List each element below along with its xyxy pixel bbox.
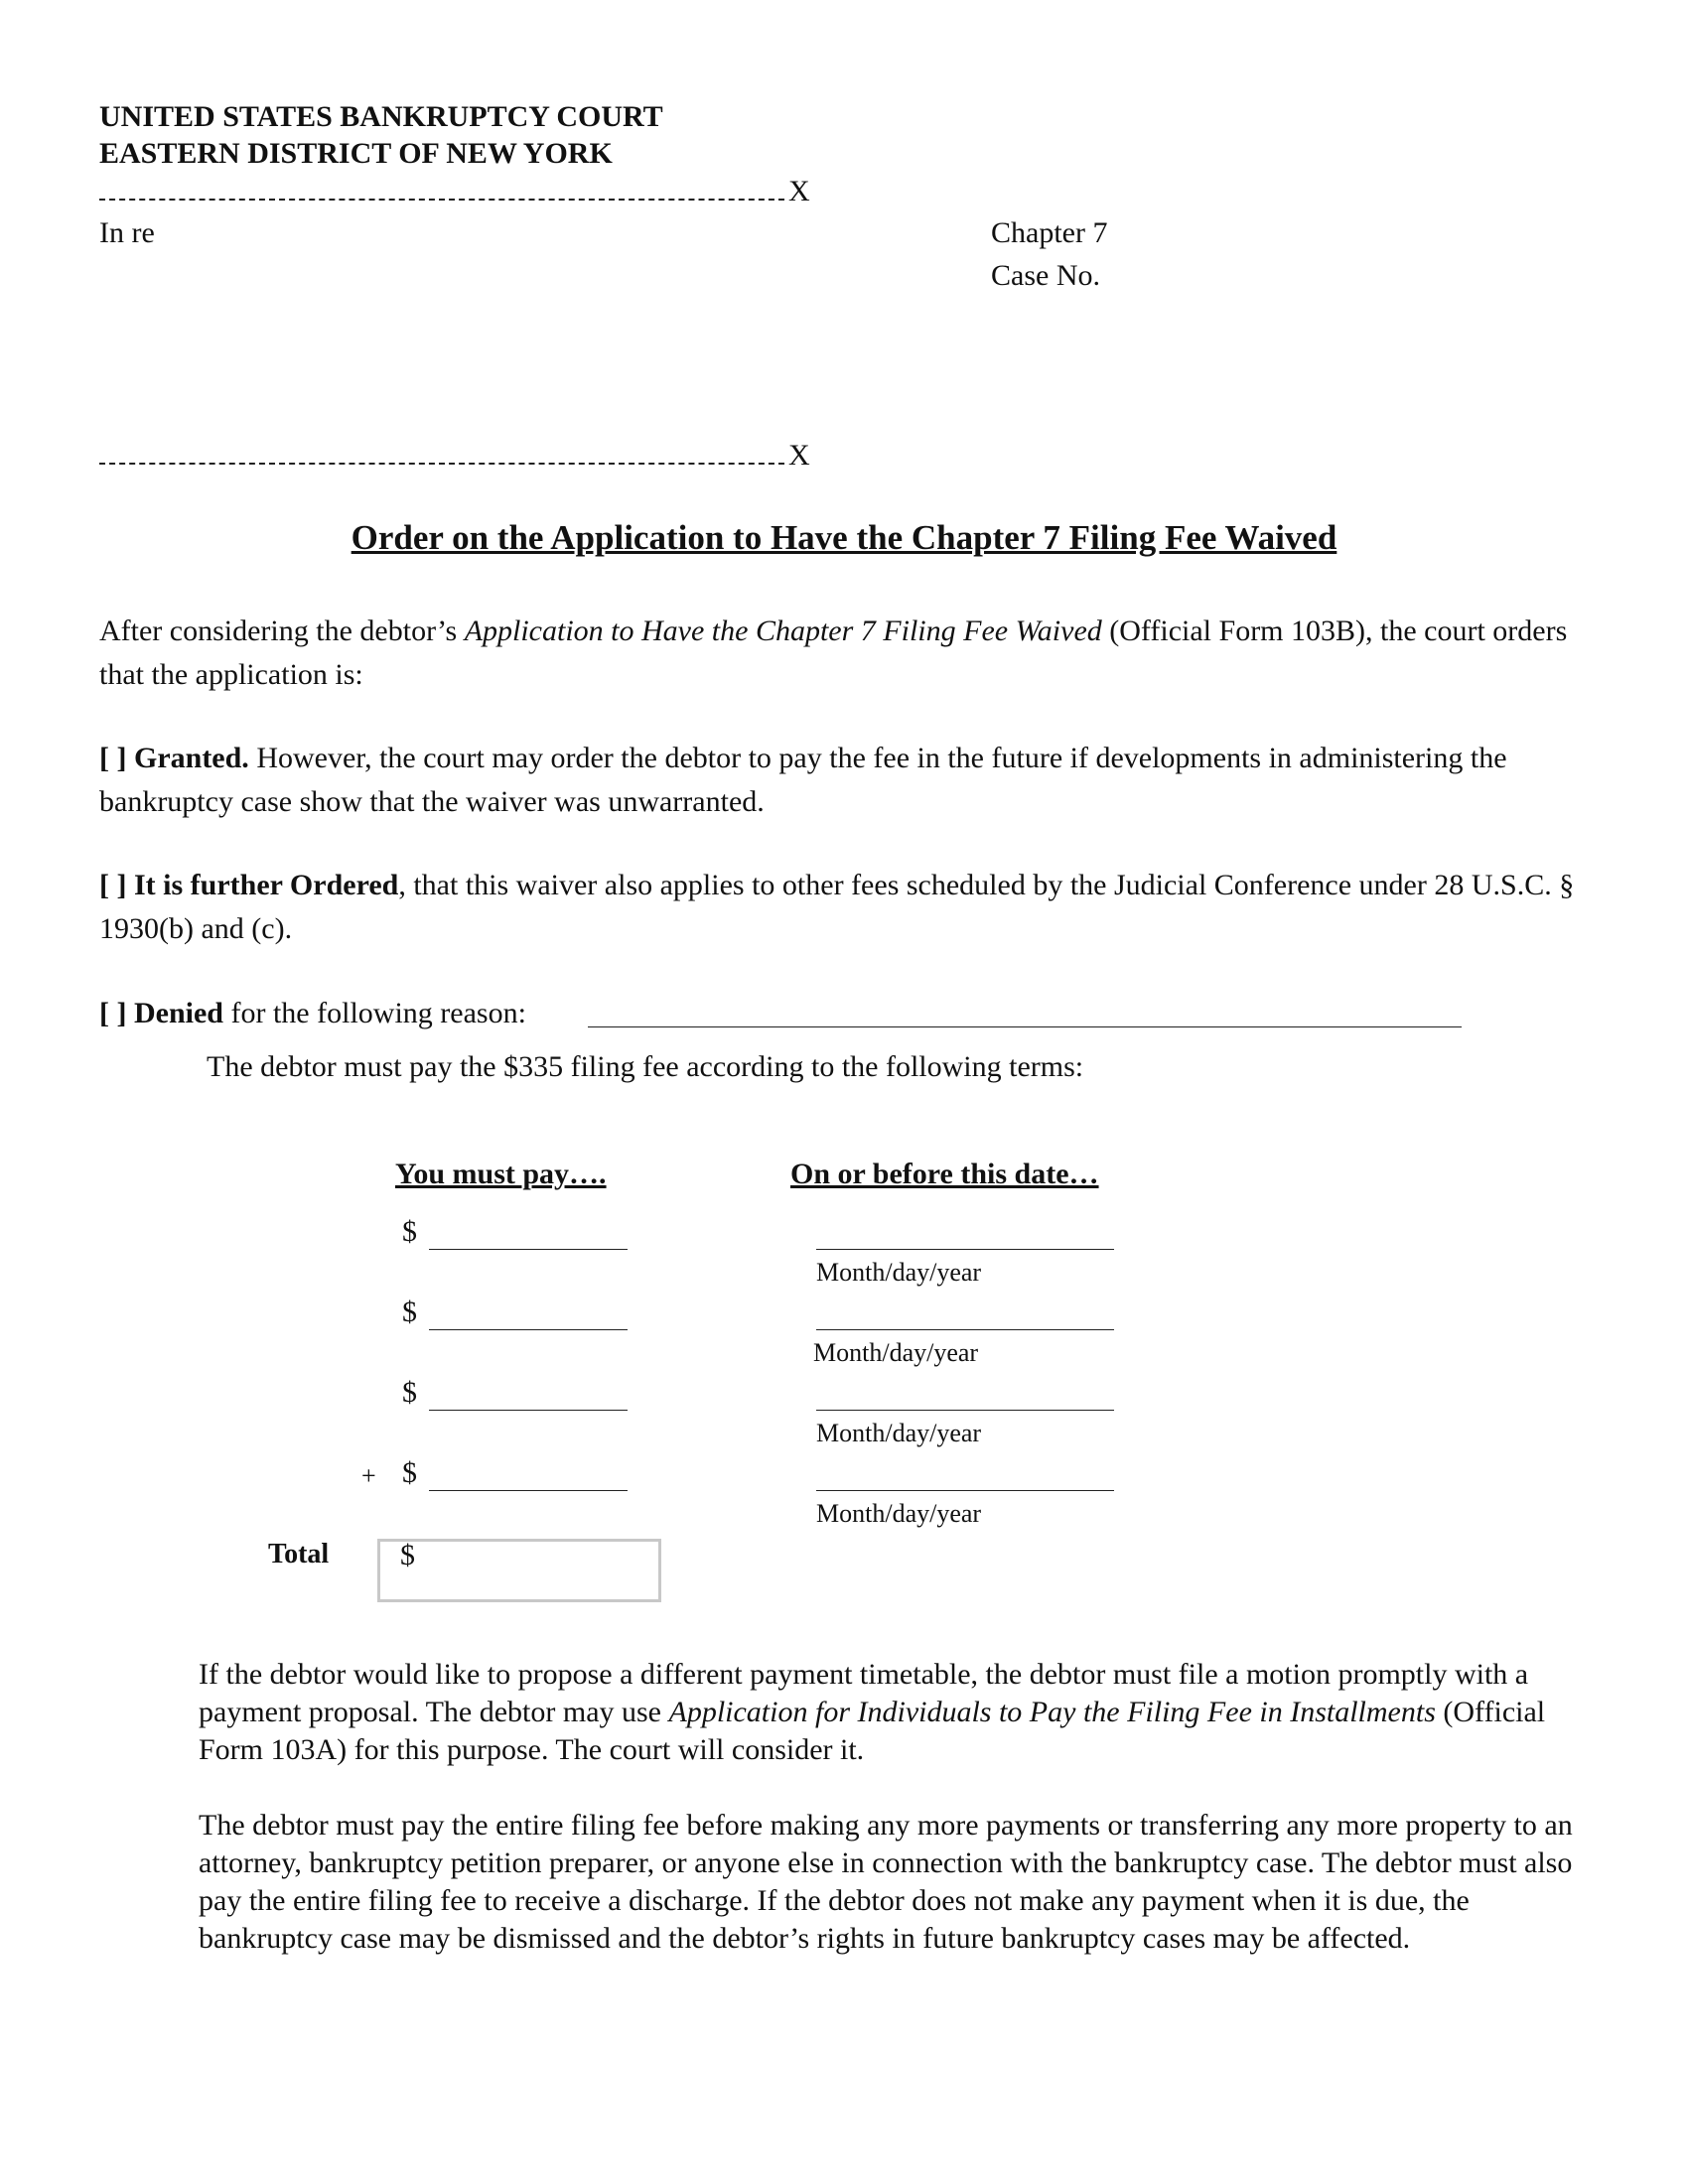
amount-field-1[interactable] (429, 1249, 628, 1250)
amount-field-4[interactable] (429, 1490, 628, 1491)
option-further-ordered (99, 864, 1609, 951)
chapter-label: Chapter 7 (991, 216, 1108, 249)
timetable-text-2: (Official Form 103A) for this purpose. The court will consider it. (199, 1696, 1546, 1766)
amount-column-header: You must pay…. (395, 1158, 607, 1190)
plus-sign: + (361, 1461, 376, 1490)
dollar-sign: $ (402, 1376, 417, 1409)
caption-divider-top (99, 175, 809, 208)
total-dollar-sign: $ (400, 1539, 415, 1571)
form-103a-name: Application for Individuals to Pay the Filing Fee in Installments (668, 1696, 1436, 1728)
dashed-rule (99, 443, 784, 465)
dollar-sign: $ (402, 1296, 417, 1328)
court-name: UNITED STATES BANKRUPTCY COURT (99, 100, 663, 133)
further-text: , that this waiver also applies to other fees scheduled by the Judicial Conference under 28 U.S.C. § 1930(b) and (c). (99, 869, 1575, 945)
total-amount-field[interactable] (377, 1539, 661, 1602)
order-title: Order on the Application to Have the Chapter 7 Filing Fee Waived (351, 518, 1337, 557)
denied-checkbox[interactable]: [ ] (99, 997, 127, 1029)
granted-checkbox[interactable]: [ ] (99, 742, 127, 774)
pay-terms-text: The debtor must pay the $335 filing fee according to the following terms: (207, 1050, 1084, 1083)
date-field-4[interactable] (816, 1490, 1114, 1491)
granted-label: Granted. (133, 742, 249, 774)
entire-fee-paragraph: The debtor must pay the entire filing fee before making any more payments or transferring any more property to an attorney, bankruptcy petition preparer, or anyone else in connection with the bankruptcy case. The debtor must also pay the entire filing fee to receive a discharge. If the debtor does not make any payment when it is due, the bankruptcy case may be dismissed and the debtor’s rights in future bankruptcy cases may be affected. (199, 1809, 1573, 1955)
timetable-paragraph (199, 1656, 1609, 1769)
court-district: EASTERN DISTRICT OF NEW YORK (99, 137, 613, 170)
dashed-rule (99, 179, 784, 201)
form-103b-name: Application to Have the Chapter 7 Filing Fee Waived (464, 614, 1102, 647)
intro-paragraph (99, 610, 1609, 697)
date-field-1[interactable] (816, 1249, 1114, 1250)
denied-label: Denied (133, 997, 223, 1029)
denied-text: for the following reason: (222, 997, 526, 1029)
date-hint: Month/day/year (813, 1338, 979, 1367)
date-hint: Month/day/year (816, 1258, 982, 1287)
date-field-2[interactable] (816, 1329, 1114, 1330)
dollar-sign: $ (402, 1456, 417, 1489)
intro-text-2: (Official Form 103B), the court orders that the application is: (99, 614, 1568, 691)
date-field-3[interactable] (816, 1410, 1114, 1411)
further-label: It is further Ordered (133, 869, 399, 901)
timetable-text: If the debtor would like to propose a different payment timetable, the debtor must file a motion promptly with a payment proposal. The debtor may use (199, 1658, 1529, 1728)
in-re-label: In re (99, 216, 155, 249)
option-granted (99, 737, 1609, 824)
dollar-sign: $ (402, 1215, 417, 1248)
denied-reason-field[interactable] (588, 1026, 1462, 1027)
amount-field-2[interactable] (429, 1329, 628, 1330)
intro-text: After considering the debtor’s (99, 614, 465, 647)
further-checkbox[interactable]: [ ] (99, 869, 127, 901)
divider-x: X (788, 175, 810, 207)
total-label: Total (268, 1539, 330, 1570)
date-hint: Month/day/year (816, 1419, 982, 1447)
date-hint: Month/day/year (816, 1499, 982, 1528)
date-column-header: On or before this date… (790, 1158, 1099, 1190)
divider-x: X (788, 439, 810, 472)
caption-divider-bottom (99, 439, 809, 473)
case-number-label: Case No. (991, 259, 1100, 292)
granted-text: However, the court may order the debtor to pay the fee in the future if developments in administering the bankruptcy case show that the waiver was unwarranted. (99, 742, 1507, 818)
amount-field-3[interactable] (429, 1410, 628, 1411)
option-denied (99, 995, 526, 1032)
